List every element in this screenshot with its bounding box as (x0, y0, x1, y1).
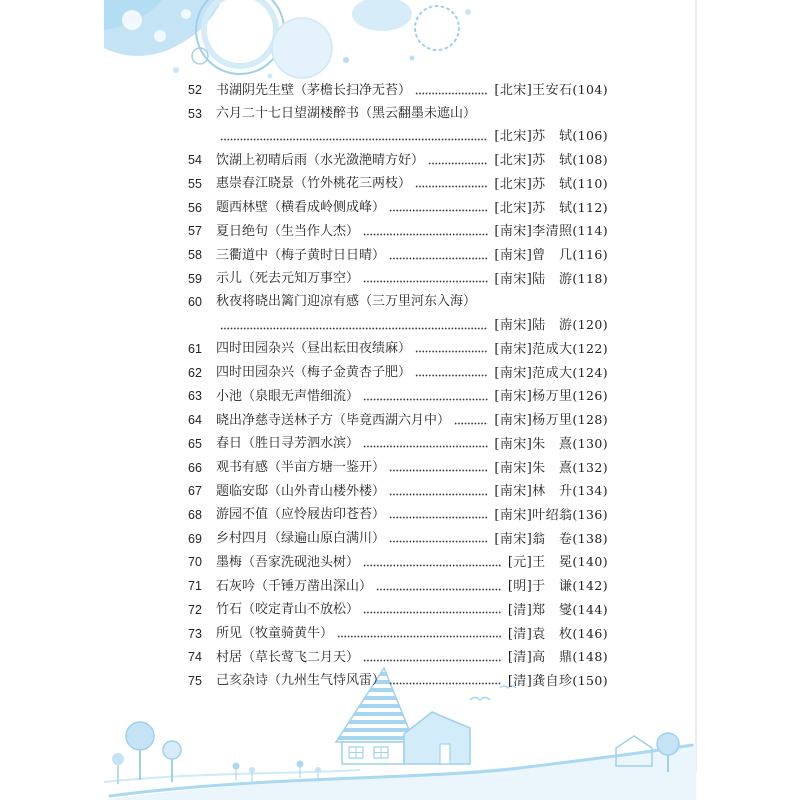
entry-body (216, 244, 608, 268)
dot-leader (363, 268, 488, 291)
author-credit (494, 149, 608, 173)
author-credit (494, 504, 608, 528)
poem-title: 题西林壁（横看成岭侧成峰） (216, 200, 386, 216)
toc-entry (188, 646, 608, 670)
page-number: (116) (572, 247, 608, 263)
dynasty: [清] (507, 602, 533, 618)
author-credit (494, 173, 608, 197)
entry-body (216, 646, 608, 670)
dot-leader (415, 80, 488, 103)
author-credit (494, 385, 608, 409)
author-credit (494, 338, 608, 362)
entry-number: 65 (188, 436, 202, 451)
entry-body (216, 103, 608, 149)
poem-title: 秋夜将晓出篱门迎凉有感（三万里河东入海） (216, 294, 477, 310)
author-credit (494, 362, 608, 386)
entry-number: 57 (188, 224, 202, 239)
dot-leader (389, 197, 488, 220)
entry-body (216, 268, 608, 292)
dotted-ring (415, 6, 459, 50)
author-name: 范成大 (532, 365, 573, 381)
toc-entry (188, 480, 608, 504)
page-number: (140) (572, 554, 608, 570)
entry-number: 69 (188, 531, 202, 546)
toc-entry (188, 338, 608, 362)
page-number: (132) (572, 459, 608, 475)
page-number: (130) (572, 435, 608, 451)
page-number: (136) (572, 506, 608, 522)
entry-number: 70 (188, 555, 202, 570)
toc-entry (188, 599, 608, 623)
poem-title: 三衢道中（梅子黄时日日晴） (216, 247, 386, 263)
poem-title: 观书有感（半亩方塘一鉴开） (216, 460, 386, 475)
poem-title: 石灰吟（千锤万凿出深山） (216, 578, 373, 594)
dynasty: [南宋] (494, 248, 533, 264)
author-name: 林 升 (532, 484, 573, 500)
entry-number: 63 (188, 389, 202, 404)
entry-body (216, 599, 608, 623)
poem-title: 六月二十七日望湖楼醉书（黑云翻墨未遮山） (216, 105, 477, 121)
entry-number: 64 (188, 413, 202, 428)
author-name: 郑 燮 (532, 602, 573, 618)
entry-number: 59 (188, 271, 202, 286)
dot-leader (415, 173, 488, 196)
toc-entry (188, 268, 608, 292)
entry-number: 74 (188, 650, 202, 665)
dynasty: [元] (507, 555, 533, 571)
entry-body (216, 457, 608, 481)
entry-number: 67 (188, 484, 202, 499)
dynasty: [清] (507, 673, 533, 689)
dynasty: [明] (507, 579, 533, 595)
dynasty: [南宋] (494, 531, 533, 547)
dot-leader (363, 386, 488, 409)
toc-entry (188, 173, 608, 197)
entry-body (216, 528, 608, 552)
toc-entry (188, 575, 608, 599)
dot-leader (376, 576, 502, 599)
dynasty: [南宋] (494, 436, 533, 452)
poem-title: 四时田园杂兴（昼出耘田夜绩麻） (216, 341, 412, 357)
toc-entry (188, 220, 608, 244)
author-credit (508, 646, 608, 670)
dot-leader (415, 362, 488, 385)
dynasty: [南宋] (494, 318, 533, 334)
author-credit (494, 314, 608, 338)
poem-title: 惠崇春江晓景（竹外桃花三两枝） (216, 176, 412, 192)
poem-title: 书湖阴先生壁（茅檐长扫净无苔） (216, 82, 412, 98)
dot-leader (220, 126, 488, 149)
entry-body (216, 551, 608, 575)
entry-number: 71 (188, 579, 202, 594)
page-number: (118) (572, 270, 608, 286)
page-number: (142) (572, 578, 608, 594)
dynasty: [南宋] (494, 341, 533, 357)
toc-entry (188, 244, 608, 268)
author-name: 陆 游 (532, 318, 573, 334)
dot-leader (415, 338, 488, 361)
toc-entry (188, 528, 608, 552)
author-name: 杨万里 (532, 413, 573, 429)
entry-number: 75 (188, 673, 202, 688)
author-credit (508, 670, 608, 694)
dynasty: [南宋] (494, 389, 533, 405)
entry-body (216, 504, 608, 528)
entry-body (216, 409, 608, 433)
entry-number: 62 (188, 365, 202, 380)
page-number: (104) (572, 82, 608, 97)
author-credit (494, 268, 608, 292)
entry-number: 58 (188, 248, 202, 263)
page-number: (146) (572, 625, 608, 641)
toc-entry (188, 670, 608, 694)
toc-entry (188, 457, 608, 481)
dynasty: [北宋] (494, 83, 533, 98)
author-credit (494, 79, 608, 103)
dot-leader (389, 670, 502, 693)
entry-body (216, 338, 608, 362)
author-credit (494, 457, 608, 481)
dot-leader (363, 221, 488, 244)
entry-body (216, 480, 608, 504)
table-of-contents (188, 79, 608, 694)
dynasty: [南宋] (494, 484, 533, 500)
author-name: 陆 游 (532, 271, 573, 287)
entry-body (216, 291, 608, 337)
poem-title: 小池（泉眼无声惜细流） (216, 388, 360, 404)
dynasty: [南宋] (494, 271, 533, 287)
dynasty: [北宋] (494, 153, 533, 169)
poem-title: 村居（草长莺飞二月天） (216, 649, 360, 665)
poem-title: 晓出净慈寺送林子方（毕竟西湖六月中） (216, 412, 451, 428)
entry-number: 68 (188, 507, 202, 522)
poem-title: 游园不值（应怜屐齿印苍苔） (216, 507, 386, 523)
entry-body (216, 220, 608, 244)
entry-body (216, 433, 608, 457)
author-name: 于 谦 (532, 579, 573, 595)
author-name: 朱 熹 (532, 460, 573, 476)
toc-entry (188, 385, 608, 409)
page-number: (150) (572, 672, 608, 688)
author-credit (494, 125, 608, 149)
toc-entry (188, 504, 608, 528)
entry-body (216, 623, 608, 647)
author-name: 王安石 (532, 83, 573, 98)
poem-title: 己亥杂诗（九州生气恃风雷） (216, 673, 386, 689)
page-number: (126) (572, 388, 608, 404)
author-name: 曾 几 (532, 248, 573, 264)
author-name: 王 冕 (532, 555, 573, 571)
author-credit (494, 433, 608, 457)
poem-title: 示儿（死去元知万事空） (216, 271, 360, 287)
page-number: (124) (572, 364, 608, 380)
toc-entry (188, 149, 608, 173)
toc-entry (188, 291, 608, 337)
author-name: 龚自珍 (532, 673, 573, 689)
top-corner-decoration (104, 0, 471, 79)
author-credit (494, 244, 608, 268)
entry-body (216, 575, 608, 599)
dynasty: [清] (507, 626, 533, 642)
entry-number: 55 (188, 176, 202, 191)
page-number: (108) (572, 152, 608, 168)
author-name: 苏 轼 (532, 153, 573, 169)
dot-leader (363, 552, 502, 575)
page-number: (122) (572, 340, 608, 356)
dynasty: [北宋] (494, 129, 533, 145)
author-name: 朱 熹 (532, 436, 573, 452)
toc-entry (188, 79, 608, 103)
dynasty: [南宋] (494, 413, 533, 429)
author-name: 苏 轼 (532, 129, 573, 145)
page-number: (120) (572, 317, 608, 333)
page-number: (128) (572, 412, 608, 428)
dynasty: [清] (507, 650, 533, 666)
poem-title: 题临安邸（山外青山楼外楼） (216, 483, 386, 499)
entry-number: 60 (188, 295, 202, 310)
author-name: 高 鼎 (532, 650, 573, 666)
author-name: 袁 枚 (532, 626, 573, 642)
poem-title: 墨梅（吾家洗砚池头树） (216, 554, 360, 570)
entry-number: 61 (188, 341, 202, 356)
dot-leader (389, 504, 488, 527)
entry-body (216, 149, 608, 173)
page-number: (114) (572, 223, 608, 239)
page-number: (138) (572, 530, 608, 546)
dot-leader (363, 433, 488, 456)
author-credit (494, 528, 608, 552)
dynasty: [南宋] (494, 507, 533, 523)
page-number: (148) (572, 649, 608, 665)
dynasty: [北宋] (494, 176, 533, 192)
entry-number: 73 (188, 626, 202, 641)
dot-leader (428, 150, 488, 173)
poem-title: 乡村四月（绿遍山原白满川） (216, 531, 386, 547)
toc-entry (188, 433, 608, 457)
dot-leader (363, 599, 502, 622)
entry-body (216, 173, 608, 197)
author-name: 杨万里 (532, 389, 573, 405)
author-name: 叶绍翁 (532, 507, 573, 523)
entry-number: 54 (188, 153, 202, 168)
entry-number: 72 (188, 602, 202, 617)
author-credit (494, 197, 608, 221)
dynasty: [北宋] (494, 200, 533, 216)
toc-entry (188, 103, 608, 149)
author-name: 苏 轼 (532, 200, 573, 216)
author-credit (508, 599, 608, 623)
page-number: (106) (572, 128, 608, 144)
entry-number: 56 (188, 200, 202, 215)
author-credit (494, 409, 608, 433)
poem-title: 夏日绝句（生当作人杰） (216, 223, 360, 239)
dot-leader (389, 245, 488, 268)
dot-leader (454, 410, 488, 433)
dot-leader (363, 647, 502, 670)
entry-body (216, 79, 608, 103)
dynasty: [南宋] (494, 365, 533, 381)
entry-body (216, 670, 608, 694)
dynasty: [南宋] (494, 460, 533, 476)
dot-leader (389, 528, 488, 551)
dot-leader (389, 457, 488, 480)
poem-title: 四时田园杂兴（梅子金黄杏子肥） (216, 365, 412, 381)
dot-leader (389, 481, 488, 504)
entry-body (216, 362, 608, 386)
toc-entry (188, 409, 608, 433)
entry-number: 66 (188, 460, 202, 475)
author-credit (508, 551, 608, 575)
poem-title: 饮湖上初晴后雨（水光潋滟晴方好） (216, 152, 425, 168)
poem-title: 所见（牧童骑黄牛） (216, 626, 334, 642)
author-name: 李清照 (532, 224, 573, 240)
page-number: (110) (572, 175, 608, 191)
author-credit (508, 623, 608, 647)
author-name: 范成大 (532, 341, 573, 357)
dot-leader (220, 315, 488, 338)
author-credit (494, 220, 608, 244)
entry-number: 52 (188, 83, 202, 97)
dot-leader (337, 623, 502, 646)
entry-body (216, 385, 608, 409)
entry-body (216, 197, 608, 221)
entry-number: 53 (188, 106, 202, 121)
author-credit (494, 480, 608, 504)
page-number: (144) (572, 601, 608, 617)
poem-title: 竹石（咬定青山不放松） (216, 602, 360, 618)
toc-entry (188, 551, 608, 575)
toc-entry (188, 362, 608, 386)
author-credit (508, 575, 608, 599)
toc-entry (188, 197, 608, 221)
dynasty: [南宋] (494, 224, 533, 240)
author-name: 翁 卷 (532, 531, 573, 547)
toc-entry (188, 623, 608, 647)
page-number: (134) (572, 483, 608, 499)
poem-title: 春日（胜日寻芳泗水滨） (216, 436, 360, 452)
page-number: (112) (572, 199, 608, 215)
author-name: 苏 轼 (532, 176, 573, 192)
